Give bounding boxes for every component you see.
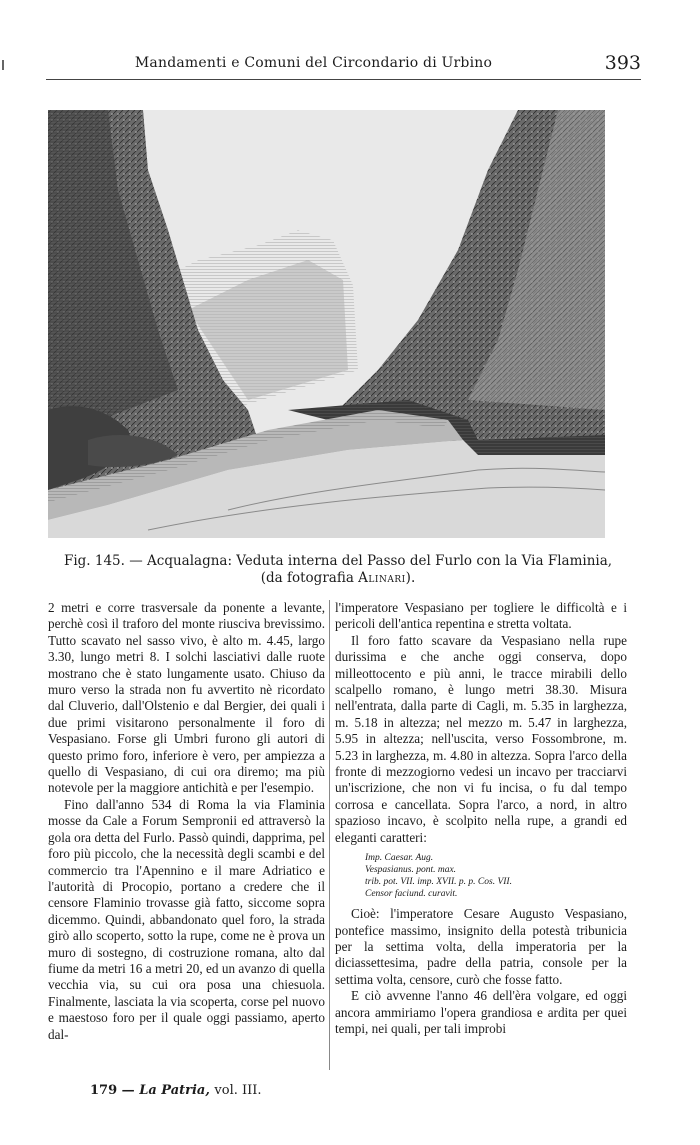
paragraph: Il foro fatto scavare da Vespasiano nella rupe durissima e che anche oggi conserva, dopo milleottocento e più anni, le tracce mirabili dello scalpello romano, è lungo metri 38.30. Misura nell'entrata, dalla parte di Cagli, m. 5.35 in larghezza, m. 5.18 in altezza; nel mezzo m. 5.47 in larghezza, 5.95 in altezza; nell'uscita, verso Fossombrone, m. 5.23 in larghezza, m. 4.80 in altezza. Sopra l'arco della fronte di mezzogiorno vedesi un incavo per tracciarvi un'iscrizione, che non vi fu incisa, o fu dal tempo corrosa e cancellata. Sopra l'arco, a nord, in altro spazioso incavo, è scolpito nella rupe, a grandi ed eleganti caratteri: [335, 632, 627, 845]
caption-pre: (da fotografia [260, 570, 359, 586]
running-header [46, 52, 641, 80]
footer-volume: vol. III. [214, 1083, 262, 1098]
text-column-right [335, 600, 627, 1037]
paragraph: l'imperatore Vespasiano per togliere le difficoltà e i pericoli dell'antica repentina e stretta voltata. [335, 600, 627, 632]
furlo-pass-engraving [48, 110, 605, 538]
footer-number: 179 — [90, 1083, 135, 1098]
page-footer [90, 1083, 262, 1098]
figure-caption [48, 553, 628, 587]
latin-inscription [365, 852, 627, 900]
inscription-line: trib. pot. VII. imp. XVII. p. p. Cos. VII. [365, 877, 512, 888]
paragraph: 2 metri e corre trasversale da ponente a levante, perchè così il traforo del monte riusciva brevissimo. Tutto scavato nel sasso vivo, è alto m. 4.45, largo 3.30, lungo metri 8. I solchi lasciativi dalle ruote mostrano che è stato lungamente usato. Chiuso da muro verso la strada non fu avvertito nè ricordato dal Cluverio, dall'Olstenio e dal Bergier, dei quali i due primi visitarono personalmente il foro di Vespasiano. Forse gli Umbri furono gli autori di questo primo foro, inferiore è vero, per ampiezza a quello di Vespasiano, di cui ora diremo; ma più notevole per la maggiore antichità e per l'esempio. [48, 600, 325, 796]
photo-credit: Alinari [358, 570, 406, 586]
paragraph: E ciò avvenne l'anno 46 dell'èra volgare, ed oggi ancora ammiriamo l'opera grandiosa e ardita per quei tempi, nei quali, per tali improbi [335, 988, 627, 1036]
paragraph: Fino dall'anno 534 di Roma la via Flaminia mosse da Cale a Forum Sempronii ed attraversò la gola ora detta del Furlo. Passò quindi, dapprima, pel foro più piccolo, che la necessità degli scambi e del commercio tra l'Apennino e il mare Adriatico e l'autorità di Procopio, portano a credere che il censore Flaminio trovasse già fatto, siccome sopra dicemmo. Quindi, abbandonato quel foro, la strada girò allo scoperto, sotto la rupe, come ne è prova un muro di sostegno, di costruzione romana, alto dal fiume da metri 16 a metri 20, ed un avanzo di quella vecchia via, su cui ora posa una chiesuola. Finalmente, lasciata la via scoperta, corse pel nuovo e maestoso foro per il quale oggi passiamo, aperto dal- [48, 796, 325, 1042]
paragraph: Cioè: l'imperatore Cesare Augusto Vespasiano, pontefice massimo, insignito della potestà tribunicia per la settima volta, della imperatoria per la diciassettesima, padre della patria, console per la settima volta, censore, curò che fosse fatto. [335, 906, 627, 987]
inscription-line: Vespasianus. pont. max. [365, 865, 457, 876]
page-number: 393 [604, 52, 641, 74]
footer-journal: La Patria, [139, 1083, 210, 1098]
caption-line-2 [48, 570, 628, 587]
margin-mark [2, 60, 4, 70]
text-column-left [48, 600, 325, 1043]
inscription-line: Imp. Caesar. Aug. [365, 853, 434, 864]
column-divider [329, 600, 330, 1070]
figure-photograph [48, 110, 605, 538]
caption-line-1: Fig. 145. — Acqualagna: Veduta interna del Passo del Furlo con la Via Flaminia, [63, 553, 613, 569]
header-title: Mandamenti e Comuni del Circondario di Urbino [134, 55, 493, 71]
inscription-line: Censor faciund. curavit. [365, 889, 458, 900]
caption-post: ). [405, 570, 416, 586]
